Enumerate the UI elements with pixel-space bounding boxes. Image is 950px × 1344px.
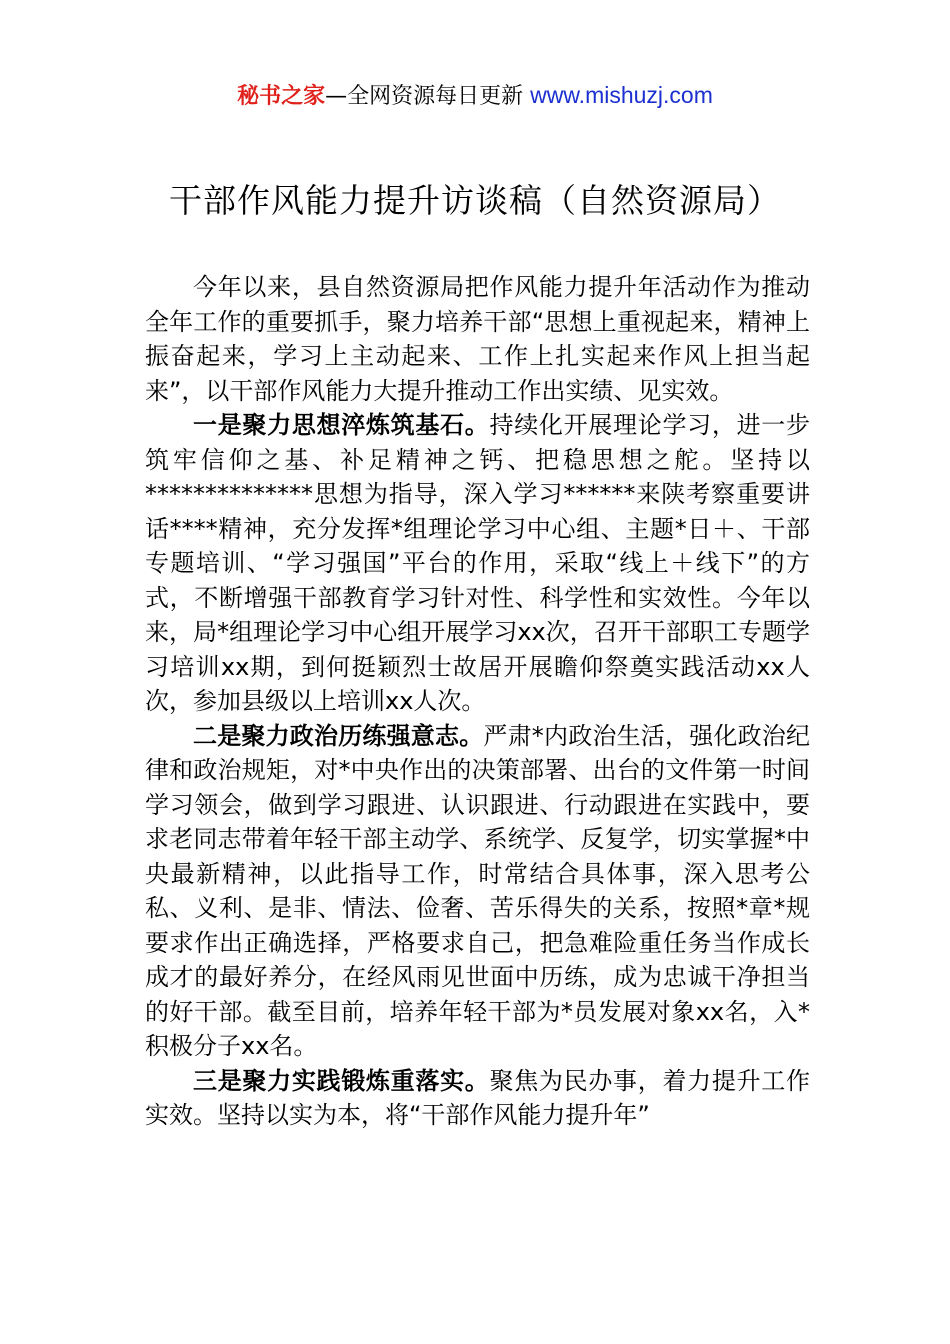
- paragraph-intro: [145, 270, 810, 408]
- paragraph-lead: 二是聚力政治历练强意志。: [193, 721, 484, 750]
- site-slogan: —全网资源每日更新: [325, 84, 531, 109]
- paragraph-lead: 一是聚力思想淬炼筑基石。: [193, 411, 490, 439]
- paragraph-text: 严肃*内政治生活，强化政治纪律和政治规矩，对*中央作出的决策部署、出台的文件第一时间学习领会，做到学习跟进、认识跟进、行动跟进在实践中，要求老同志带着年轻干部主动学、系统学、反复学，切实掌握*中央最新精神，以此指导工作，时常结合具体事，深入思考公私、义利、是非、情法、俭奢、苦乐得失的关系，按照*章*规要求作出正确选择，严格要求自己，把急难险重任务当作成长成才的最好养分，在经风雨见世面中历练，成为忠诚干净担当的好干部。截至目前，培养年轻干部为*员发展对象xx名，入*积极分子xx名。: [145, 721, 811, 1060]
- paragraph-section-1: [145, 408, 810, 719]
- paragraph-text: 持续化开展理论学习，进一步筑牢信仰之基、补足精神之钙、把稳思想之舵。坚持以**************思想为指导，深入学习******来陕考察重要讲话****精神，充分发挥*组理论学习中心组、主题*日＋、干部专题培训、“学习强国”平台的作用，采取“线上＋线下”的方式，不断增强干部教育学习针对性、科学性和实效性。今年以来，局*组理论学习中心组开展学习xx次，召开干部职工专题学习培训xx期，到何挺颖烈士故居开展瞻仰祭奠实践活动xx人次，参加县级以上培训xx人次。: [145, 411, 810, 715]
- brand-name: 秘书之家: [237, 84, 326, 109]
- site-header: [0, 80, 950, 112]
- paragraph-lead: 三是聚力实践锻炼重落实。: [193, 1066, 490, 1095]
- site-url-link[interactable]: www.mishuzj.com: [530, 82, 713, 108]
- paragraph-section-3: [145, 1064, 810, 1133]
- paragraph-text: 聚焦为民办事，着力提升工作实效。坚持以实为本，将“干部作风能力提升年”: [145, 1066, 810, 1129]
- document-title: 干部作风能力提升访谈稿（自然资源局）: [169, 181, 781, 220]
- paragraph-section-2: [145, 719, 810, 1064]
- document-body: [145, 270, 810, 1133]
- paragraph-text: 今年以来，县自然资源局把作风能力提升年活动作为推动全年工作的重要抓手，聚力培养干部“思想上重视起来，精神上振奋起来，学习上主动起来、工作上扎实起来作风上担当起来”，以干部作风能力大提升推动工作出实绩、见实效。: [145, 273, 810, 405]
